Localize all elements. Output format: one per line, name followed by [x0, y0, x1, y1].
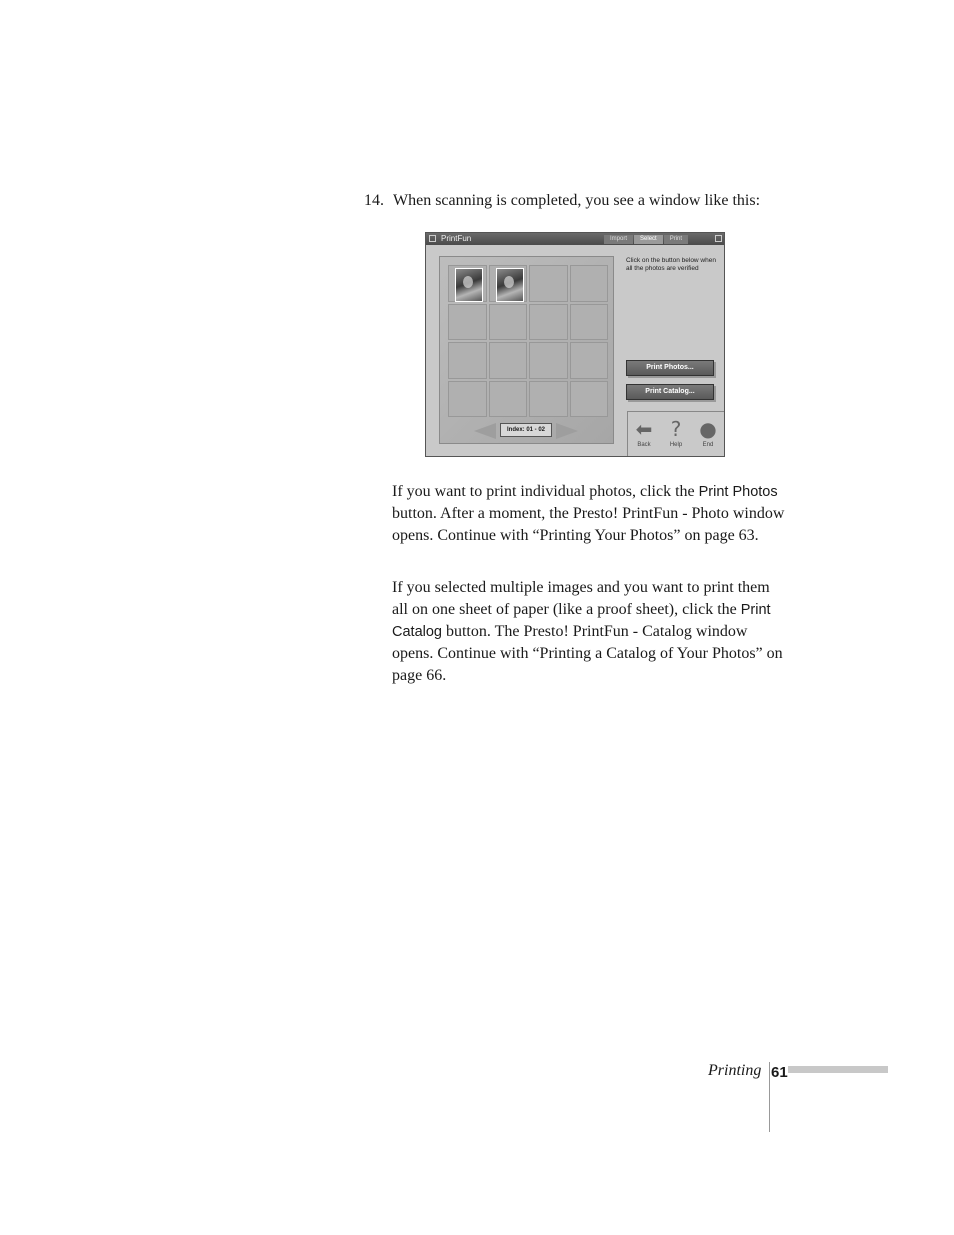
- question-mark-icon: ?: [670, 417, 682, 441]
- back-arrow-icon: ⬅: [635, 417, 653, 441]
- photo-slot[interactable]: [448, 265, 487, 302]
- step-14: [364, 192, 760, 210]
- paragraph-print-catalog: If you selected multiple images and you want to print them all on one sheet of paper (like a proof sheet), click the Print Catalog button. The Presto! PrintFun - Catalog window opens. Continue with “Printing a Catalog of Your Photos” on page 66.: [392, 579, 783, 684]
- instruction-text: Click on the button below when all the photos are verified: [626, 257, 716, 272]
- photo-grid: [448, 265, 608, 417]
- print-photos-reference: Print Photos: [698, 484, 778, 500]
- photo-slot[interactable]: [570, 342, 609, 379]
- photo-thumbnail[interactable]: [455, 268, 483, 302]
- photo-slot[interactable]: [529, 342, 568, 379]
- photo-slot[interactable]: [489, 304, 528, 341]
- photo-slot[interactable]: [489, 381, 528, 418]
- photo-slot[interactable]: [570, 304, 609, 341]
- photo-panel: [439, 256, 614, 444]
- paragraph-print-photos: If you want to print individual photos, click the Print Photos button. After a moment, the Presto! PrintFun - Photo window opens. Continue with “Printing Your Photos” on page 63.: [392, 483, 785, 544]
- previous-arrow-icon[interactable]: [474, 423, 496, 439]
- print-photos-button[interactable]: Print Photos...: [626, 360, 714, 376]
- window-menu-icon[interactable]: [429, 235, 436, 242]
- photo-slot[interactable]: [448, 342, 487, 379]
- tool-buttons: [627, 411, 725, 457]
- footer-section-title: Printing: [708, 1062, 762, 1079]
- photo-slot[interactable]: [489, 342, 528, 379]
- photo-slot[interactable]: [529, 381, 568, 418]
- step-text: When scanning is completed, you see a window like this:: [393, 192, 761, 209]
- help-button[interactable]: ? Help: [662, 416, 690, 448]
- photo-slot[interactable]: [529, 304, 568, 341]
- index-navigator: [474, 421, 578, 439]
- print-catalog-button[interactable]: Print Catalog...: [626, 384, 714, 400]
- step-number: 14.: [364, 192, 384, 209]
- photo-slot[interactable]: [570, 381, 609, 418]
- tab-import[interactable]: Import: [604, 235, 633, 244]
- index-label: Index: 01 - 02: [500, 423, 552, 437]
- footer-bar: [788, 1066, 888, 1073]
- mode-tabs: [604, 235, 689, 244]
- footer-divider: [769, 1062, 770, 1132]
- page-number: 61: [771, 1064, 788, 1081]
- photo-slot[interactable]: [448, 304, 487, 341]
- window-close-icon[interactable]: [715, 235, 722, 242]
- back-button[interactable]: ⬅ Back: [630, 416, 658, 448]
- print-catalog-reference: Print Catalog: [392, 602, 771, 640]
- printfun-window-screenshot: [425, 232, 725, 457]
- window-title: PrintFun: [441, 234, 472, 243]
- pushpin-icon: ●: [699, 417, 717, 441]
- window-titlebar: [426, 233, 724, 245]
- next-arrow-icon[interactable]: [556, 423, 578, 439]
- photo-slot[interactable]: [489, 265, 528, 302]
- photo-thumbnail[interactable]: [496, 268, 524, 302]
- photo-slot[interactable]: [448, 381, 487, 418]
- tab-select[interactable]: Select: [634, 235, 663, 244]
- end-button[interactable]: ● End: [694, 416, 722, 448]
- photo-slot[interactable]: [570, 265, 609, 302]
- tab-print[interactable]: Print: [664, 235, 688, 244]
- photo-slot[interactable]: [529, 265, 568, 302]
